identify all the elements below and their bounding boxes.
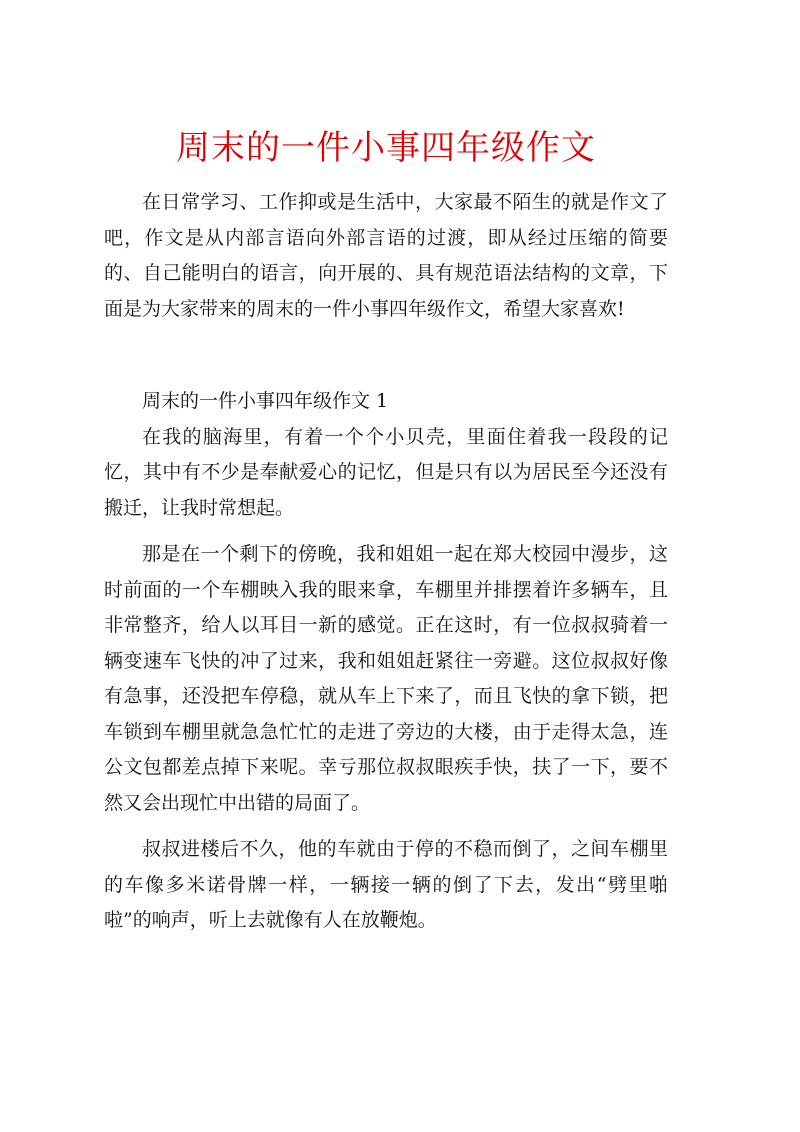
body-paragraph-2: 那是在一个剩下的傍晚，我和姐姐一起在郑大校园中漫步，这时前面的一个车棚映入我的眼来拿，车棚里并排摆着许多辆车，且非常整齐，给人以耳目一新的感觉。正在这时，有一位叔叔骑着一辆变速车飞快的冲了过来，我和姐姐赶紧往一旁避。这位叔叔好像有急事，还没把车停稳，就从车上下来了，而且飞快的拿下锁，把车锁到车棚里就急急忙忙的走进了旁边的大楼，由于走得太急，连公文包都差点掉下来呢。幸亏那位叔叔眼疾手快，扶了一下，要不然又会出现忙中出错的局面了。 — [104, 543, 668, 814]
body-paragraph-1: 在我的脑海里，有着一个个小贝壳，里面住着我一段段的记忆，其中有不少是奉献爱心的记忆，但是只有以为居民至今还没有搬迁，让我时常想起。 — [104, 425, 668, 519]
document-title: 周末的一件小事四年级作文 — [176, 128, 596, 168]
intro-paragraph: 在日常学习、工作抑或是生活中，大家最不陌生的就是作文了吧，作文是从内部言语向外部言语的过渡，即从经过压缩的简要的、自己能明白的语言，向开展的、具有规范语法结构的文章，下面是为大家带来的周末的一件小事四年级作文，希望大家喜欢! — [104, 191, 668, 320]
body-paragraph-3: 叔叔进楼后不久，他的车就由于停的不稳而倒了，之间车棚里的车像多米诺骨牌一样，一辆接一辆的倒了下去，发出“劈里啪啦”的响声，听上去就像有人在放鞭炮。 — [104, 838, 668, 931]
section-heading: 周末的一件小事四年级作文 1 — [142, 390, 389, 412]
